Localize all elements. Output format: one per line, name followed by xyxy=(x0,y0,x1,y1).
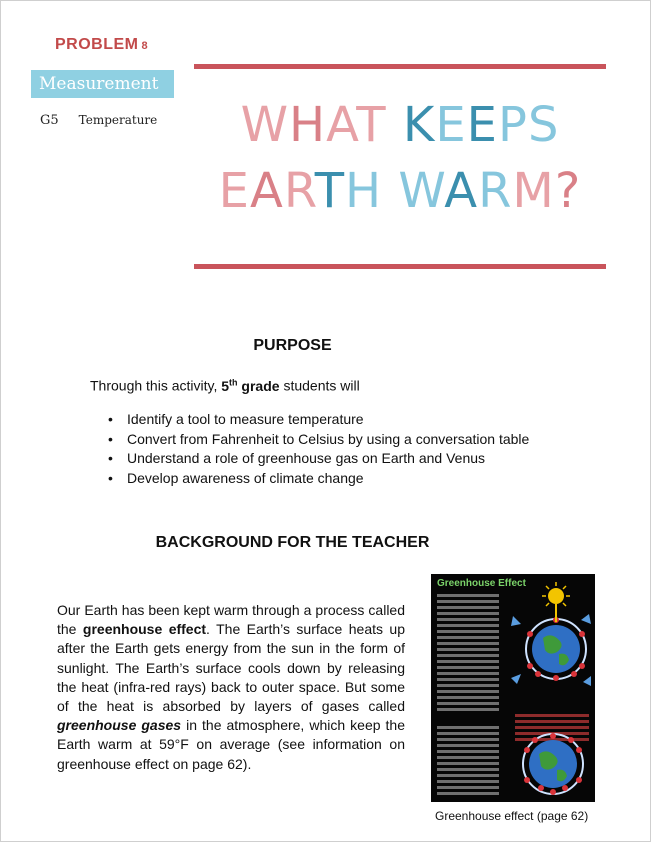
list-item: • Convert from Fahrenheit to Celsius by using a conversation table xyxy=(108,430,529,450)
title-letter: M xyxy=(512,163,555,219)
title-letter: E xyxy=(218,163,250,219)
figure-caption: Greenhouse effect (page 62) xyxy=(435,809,589,823)
grade-line xyxy=(40,113,157,128)
title-letter: K xyxy=(402,97,436,153)
earth-globe-bottom-icon xyxy=(523,733,583,795)
intro-text-start: Through this activity, xyxy=(90,377,222,394)
para-text-3: in the atmosphere, which keep the Earth warm at 59°F on average (see information on greenhouse effect on page 62). xyxy=(57,717,405,772)
title-letter: W xyxy=(240,97,290,153)
intro-grade-word: grade xyxy=(237,377,280,394)
grade-topic: Temperature xyxy=(78,113,158,127)
title-letter: A xyxy=(326,97,357,153)
category-badge: Measurement xyxy=(31,70,174,98)
intro-text-end: students will xyxy=(279,377,360,394)
problem-word: PROBLEM xyxy=(55,36,139,53)
title-letter: A xyxy=(444,163,479,219)
background-paragraph xyxy=(57,601,405,774)
problem-label xyxy=(55,36,148,54)
title-letter: W xyxy=(398,163,445,219)
figure-image-title: Greenhouse Effect xyxy=(437,578,526,589)
greenhouse-effect-image xyxy=(431,574,595,802)
purpose-list xyxy=(108,410,529,488)
background-heading: BACKGROUND FOR THE TEACHER xyxy=(155,534,430,551)
purpose-intro xyxy=(90,377,360,394)
para-text-2: . The Earth’s surface heats up after the Earth gets energy from the sun in the form of sunlight. The Earth’s surface cools down by releasing the heat (infra-red rays) back to outer space. But some of the heat is absorbed by layers of gases called xyxy=(57,621,406,715)
title-line-2 xyxy=(190,158,610,224)
title-letter: P xyxy=(497,97,528,153)
title-letter: E xyxy=(466,97,498,153)
earth-globe-top-icon xyxy=(511,604,591,686)
title-letter: R xyxy=(478,163,513,219)
title-line-1 xyxy=(190,92,610,158)
intro-grade-suffix: th xyxy=(229,377,238,387)
title-letter: E xyxy=(435,97,467,153)
intro-grade-number: 5 xyxy=(221,377,230,394)
title-letter xyxy=(382,163,398,219)
list-item: • Understand a role of greenhouse gas on Earth and Venus xyxy=(108,449,529,469)
list-item: • Develop awareness of climate change xyxy=(108,469,529,489)
title-letter: S xyxy=(527,97,560,153)
title-rule-top xyxy=(194,64,606,69)
title-letter: T xyxy=(314,163,346,219)
title-letter: H xyxy=(345,163,383,219)
para-text-1: Our Earth has been kept warm through a process called the xyxy=(57,602,405,638)
grade-level: G5 xyxy=(40,113,59,128)
title-rule-bottom xyxy=(194,264,606,269)
term-greenhouse-effect: greenhouse effect xyxy=(82,621,207,638)
problem-number: 8 xyxy=(141,40,149,52)
purpose-heading: PURPOSE xyxy=(253,337,332,354)
title-letter: R xyxy=(283,163,315,219)
list-item: • Identify a tool to measure temperature xyxy=(108,410,529,430)
term-greenhouse-gases: greenhouse gases xyxy=(57,717,182,734)
title-letter xyxy=(387,97,403,153)
page-title xyxy=(190,92,610,224)
intro-grade xyxy=(221,378,279,394)
title-letter: H xyxy=(289,97,327,153)
title-letter: ? xyxy=(554,163,582,219)
greenhouse-figure xyxy=(431,574,597,830)
title-letter: A xyxy=(249,163,284,219)
title-letter: T xyxy=(356,97,387,153)
earth-diagram xyxy=(431,574,595,802)
